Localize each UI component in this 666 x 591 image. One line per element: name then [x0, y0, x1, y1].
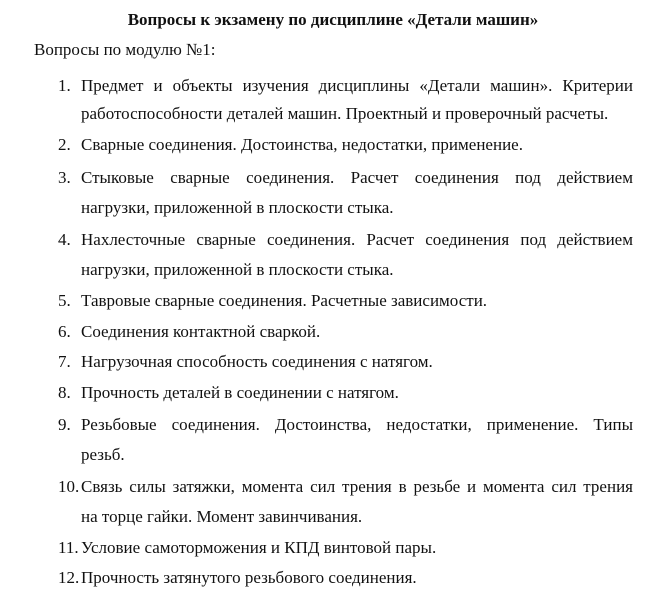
- question-number: 8.: [58, 383, 71, 402]
- question-text-line-1: Прочность затянутого резьбового соединения.: [81, 568, 417, 587]
- question-number: 1.: [58, 76, 71, 95]
- question-number: 2.: [58, 135, 71, 154]
- question-text-line-1: Связь силы затяжки, момента сил трения в резьбе и момента сил трения: [81, 477, 633, 496]
- question-number: 7.: [58, 352, 71, 371]
- question-number: 12.: [58, 568, 80, 587]
- question-text-line-1: Прочность деталей в соединении с натягом.: [81, 383, 399, 402]
- question-text-line-1: Резьбовые соединения. Достоинства, недостатки, применение. Типы: [81, 415, 633, 434]
- question-text-line-2: нагрузки, приложенной в плоскости стыка.: [81, 198, 394, 217]
- document-title: Вопросы к экзамену по дисциплине «Детали машин»: [127, 10, 539, 29]
- question-number: 6.: [58, 322, 71, 341]
- module-heading: Вопросы по модулю №1:: [34, 40, 216, 59]
- question-text-line-1: Нахлесточные сварные соединения. Расчет соединения под действием: [81, 230, 633, 249]
- question-number: 5.: [58, 291, 71, 310]
- question-text-line-1: Нагрузочная способность соединения с натягом.: [81, 352, 433, 371]
- question-text-line-2: работоспособности деталей машин. Проектный и проверочный расчеты.: [81, 104, 609, 123]
- question-text-line-1: Условие самоторможения и КПД винтовой пары.: [81, 538, 437, 557]
- question-number: 9.: [58, 415, 71, 434]
- question-number: 11.: [58, 538, 79, 557]
- question-number: 3.: [58, 168, 71, 187]
- question-text-line-2: нагрузки, приложенной в плоскости стыка.: [81, 260, 394, 279]
- question-number: 10.: [58, 477, 80, 496]
- question-text-line-1: Стыковые сварные соединения. Расчет соединения под действием: [81, 168, 633, 187]
- question-text-line-2: на торце гайки. Момент завинчивания.: [81, 507, 363, 526]
- question-text-line-1: Тавровые сварные соединения. Расчетные зависимости.: [81, 291, 488, 310]
- question-text-line-2: резьб.: [81, 445, 125, 464]
- question-text-line-1: Предмет и объекты изучения дисциплины «Детали машин». Критерии: [81, 76, 633, 95]
- question-text-line-1: Сварные соединения. Достоинства, недостатки, применение.: [81, 135, 523, 154]
- question-text-line-1: Соединения контактной сваркой.: [81, 322, 321, 341]
- question-number: 4.: [58, 230, 71, 249]
